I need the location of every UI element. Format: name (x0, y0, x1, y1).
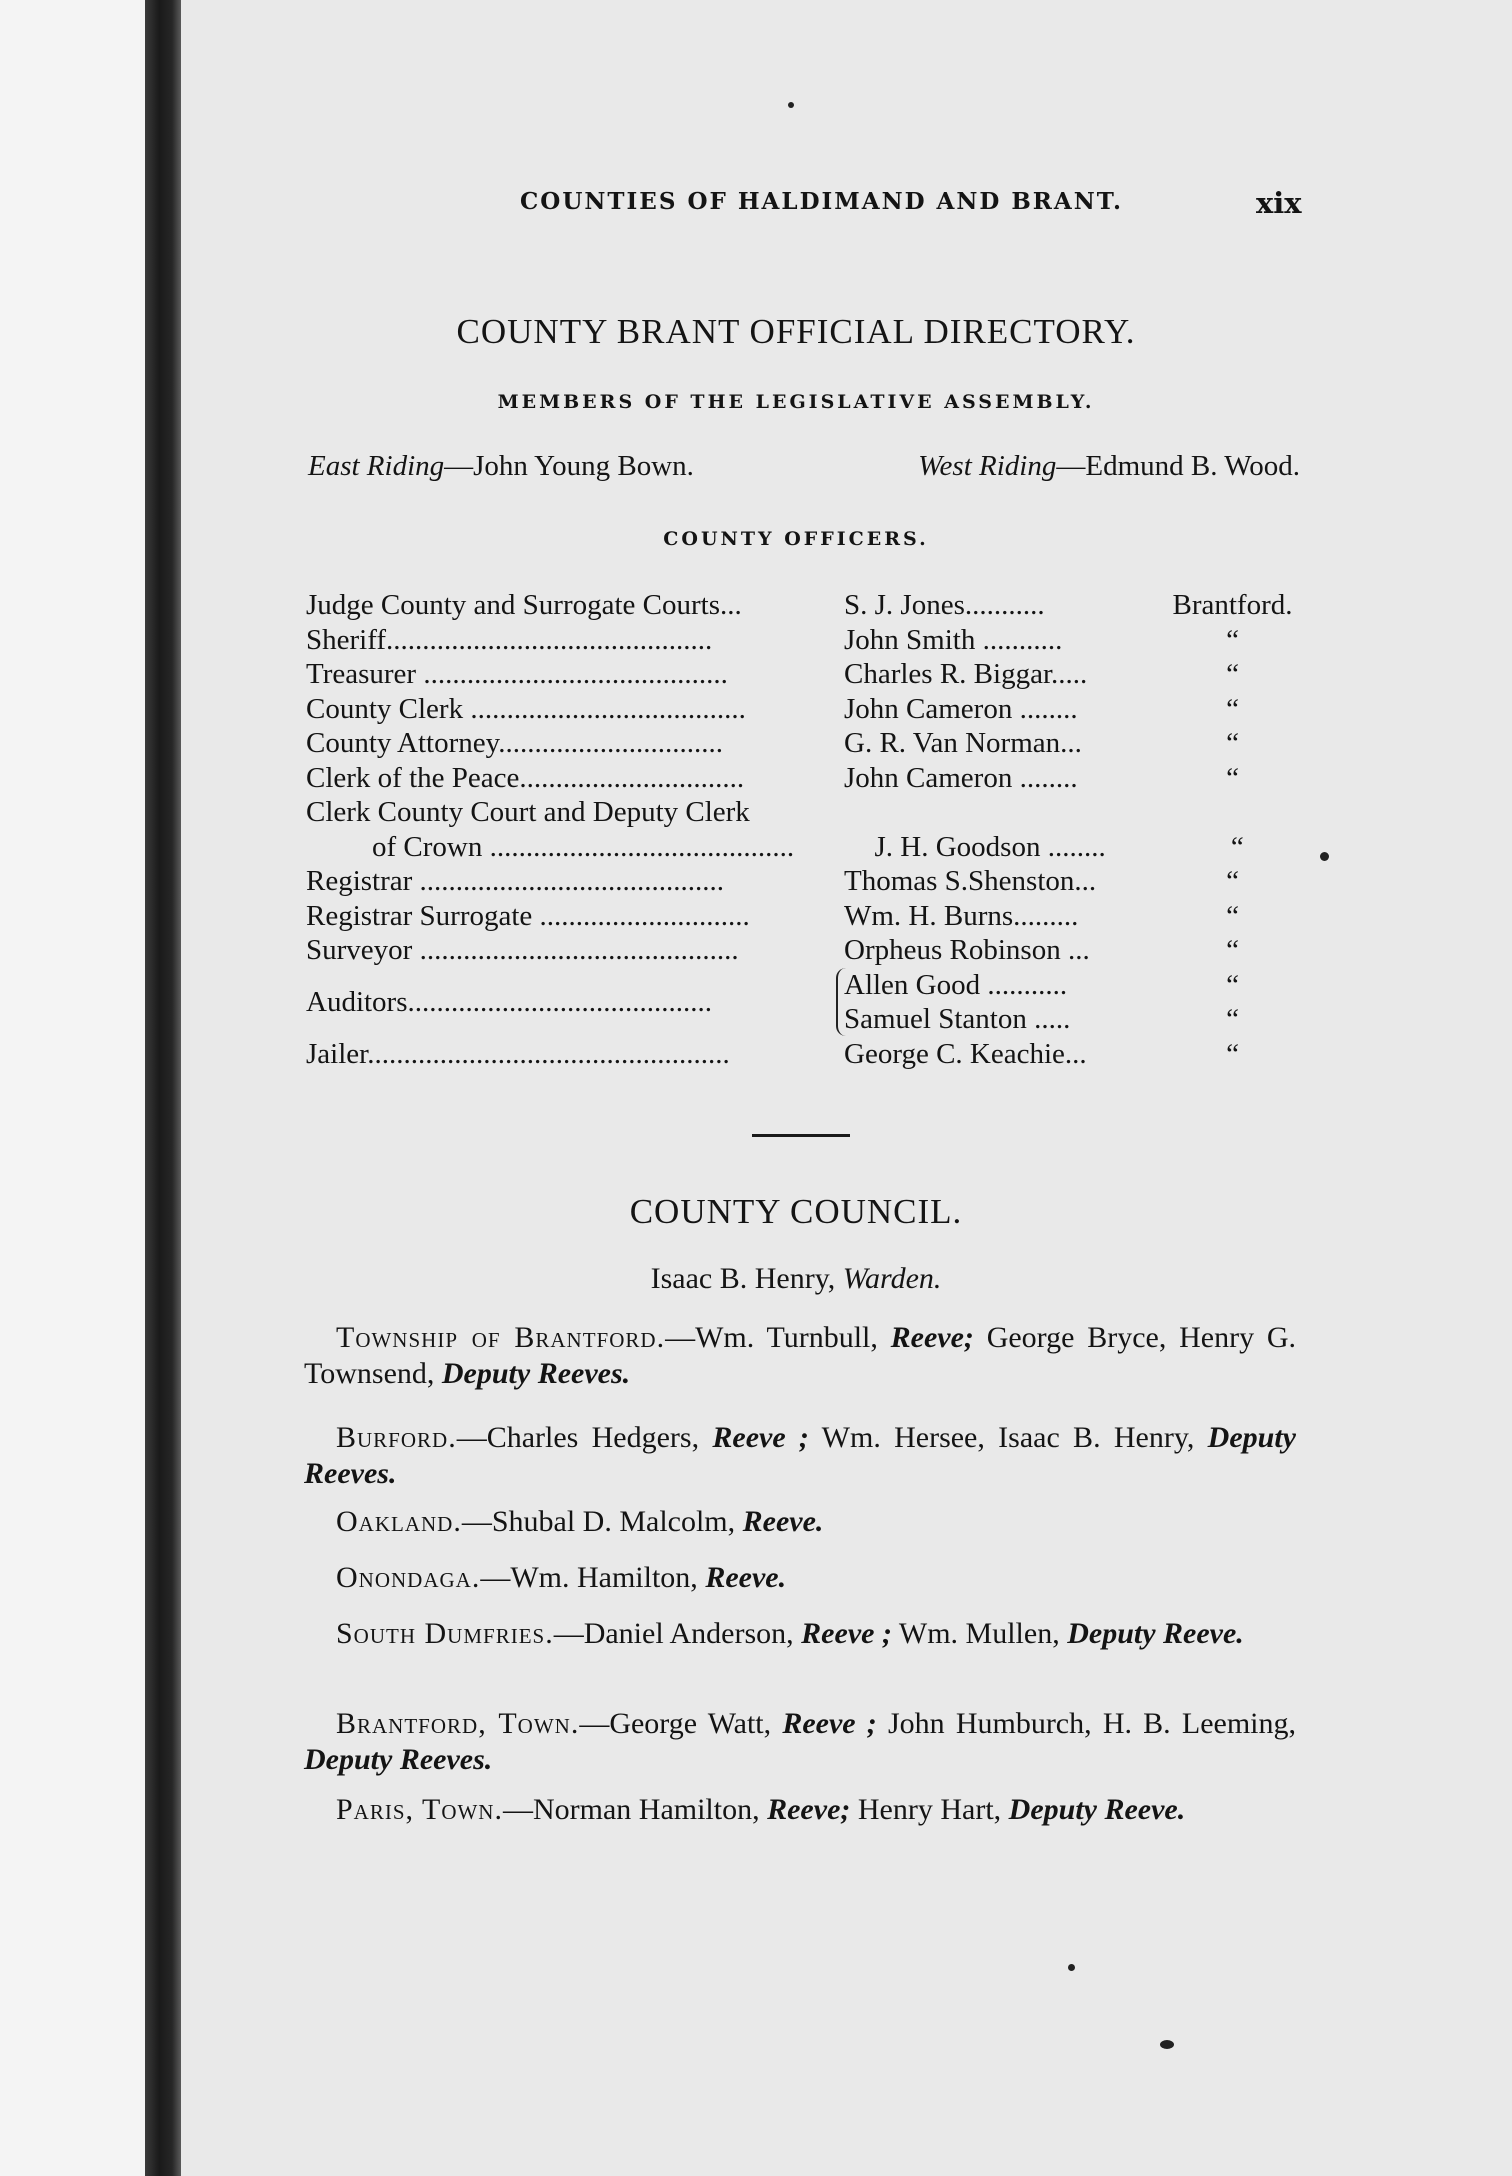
officer-place: Brantford. (1172, 589, 1293, 621)
officer-name (836, 968, 1159, 1036)
ridings-line (308, 450, 1300, 483)
officer-office: County Clerk ...................................... (306, 692, 746, 725)
ink-speck (788, 102, 794, 108)
council-place: Burford. (336, 1421, 457, 1454)
council-place: Oakland. (336, 1505, 462, 1538)
officer-place: “ (1226, 623, 1239, 656)
warden-line (40, 1262, 1512, 1296)
officers-table (306, 588, 1306, 1071)
officer-office: of Crown .......................................... (372, 830, 795, 863)
officer-office: County Attorney............................... (306, 727, 724, 759)
council-place: Township of Brantford. (336, 1321, 666, 1354)
warden-title: Warden. (842, 1262, 942, 1295)
officer-row (306, 899, 1306, 934)
running-head: COUNTIES OF HALDIMAND AND BRANT. (520, 188, 1123, 215)
page-number: xix (1256, 186, 1302, 220)
officer-office: Treasurer .......................................... (306, 658, 728, 690)
west-riding (918, 450, 1300, 483)
officer-office: Surveyor ............................................ (306, 934, 739, 966)
council-deputies: John Humburch, H. B. Leeming, (876, 1707, 1296, 1740)
east-riding-member: —John Young Bown. (444, 450, 694, 482)
ink-speck (1160, 2040, 1174, 2049)
officer-office: Sheriff............................................. (306, 623, 713, 656)
officer-name: John Cameron ........ (844, 692, 1078, 725)
page-title: COUNTY BRANT OFFICIAL DIRECTORY. (456, 312, 1136, 351)
legislative-heading: MEMBERS OF THE LEGISLATIVE ASSEMBLY. (497, 391, 1095, 413)
officer-office: Clerk County Court and Deputy Clerk (306, 796, 750, 828)
council-reeve-title: Reeve ; (782, 1707, 877, 1740)
officer-place: “ (1226, 727, 1239, 759)
council-entry (304, 1320, 1296, 1392)
officer-row (306, 657, 1306, 692)
council-place: Brantford, Town. (336, 1707, 580, 1740)
council-reeve: —Wm. Turnbull, (665, 1321, 891, 1354)
council-reeve: —Daniel Anderson, (553, 1617, 802, 1650)
council-deputies: Wm. Mullen, (891, 1617, 1068, 1650)
officer-place: “ (1226, 1037, 1239, 1070)
officer-row (306, 830, 1306, 865)
council-deputy-title: Deputy Reeves. (304, 1421, 1296, 1490)
council-reeve-title: Reeve; (767, 1793, 851, 1826)
council-deputies: George Bryce, Henry G. Townsend, (304, 1321, 1297, 1390)
officer-name: J. H. Goodson ........ (874, 830, 1106, 863)
officers-heading: COUNTY OFFICERS. (663, 528, 929, 550)
officer-row (306, 623, 1306, 658)
officer-place: “ (1226, 692, 1239, 725)
council-deputy-title: Deputy Reeves. (304, 1743, 493, 1776)
council-reeve: —Wm. Hamilton, (480, 1561, 706, 1594)
officer-name: Thomas S.Shenston... (844, 865, 1097, 897)
council-entry (304, 1560, 1296, 1596)
officer-office: Registrar .......................................... (306, 865, 725, 897)
council-entry (304, 1706, 1296, 1778)
officer-place (1159, 968, 1306, 1037)
officer-place: “ (1226, 899, 1239, 932)
council-reeve-title: Reeve ; (712, 1421, 809, 1454)
council-entry (304, 1420, 1296, 1492)
council-reeve: —Shubal D. Malcolm, (461, 1505, 743, 1538)
officer-row (306, 864, 1306, 899)
council-place: Onondaga. (336, 1561, 481, 1594)
officer-name-2: Samuel Stanton ..... (844, 1002, 1071, 1035)
council-reeve-title: Reeve. (742, 1505, 824, 1538)
council-deputies: Wm. Hersee, Isaac B. Henry, (808, 1421, 1208, 1454)
council-deputy-title: Deputy Reeve. (1067, 1617, 1244, 1650)
officer-office: Registrar Surrogate ............................. (306, 899, 750, 932)
council-entry (304, 1616, 1296, 1652)
officer-name: S. J. Jones........... (844, 589, 1045, 621)
section-divider (752, 1134, 850, 1137)
officer-name: Charles R. Biggar..... (844, 658, 1088, 690)
officer-office: Judge County and Surrogate Courts... (306, 589, 742, 621)
council-place: South Dumfries. (336, 1617, 554, 1650)
officer-place: “ (1226, 968, 1239, 1001)
council-reeve: —Charles Hedgers, (456, 1421, 713, 1454)
officer-row (306, 1037, 1306, 1072)
officer-office: Auditors.......................................... (306, 985, 712, 1018)
warden-name: Isaac B. Henry, (650, 1262, 843, 1295)
council-entry (304, 1504, 1296, 1540)
officer-row (306, 761, 1306, 796)
officer-office: Jailer.................................................. (306, 1037, 730, 1070)
officer-name: Orpheus Robinson ... (844, 934, 1090, 966)
council-reeve: —George Watt, (579, 1707, 783, 1740)
officer-name: Wm. H. Burns......... (844, 899, 1079, 932)
council-deputy-title: Deputy Reeve. (1008, 1793, 1186, 1826)
council-heading: COUNTY COUNCIL. (629, 1192, 963, 1231)
council-reeve: —Norman Hamilton, (502, 1793, 768, 1826)
council-place: Paris, Town. (336, 1793, 503, 1826)
west-riding-member: —Edmund B. Wood. (1056, 450, 1300, 482)
officer-name: G. R. Van Norman... (844, 727, 1082, 759)
west-riding-label: West Riding (918, 450, 1057, 482)
council-deputies: Henry Hart, (850, 1793, 1009, 1826)
officer-row (306, 588, 1306, 623)
officer-row (306, 933, 1306, 968)
officer-row (306, 968, 1306, 1037)
council-reeve-title: Reeve. (705, 1561, 787, 1594)
officer-place: “ (1226, 658, 1239, 690)
officer-name: John Cameron ........ (844, 761, 1078, 794)
officer-place: “ (1226, 761, 1239, 794)
ink-speck (1068, 1964, 1075, 1971)
officer-place-2: “ (1226, 1003, 1239, 1035)
council-entry (304, 1792, 1296, 1828)
officer-row (306, 726, 1306, 761)
east-riding-label: East Riding (308, 450, 445, 482)
officer-row (306, 692, 1306, 727)
officer-place: “ (1226, 934, 1239, 966)
officer-name: John Smith ........... (844, 623, 1063, 656)
officer-office: Clerk of the Peace............................... (306, 761, 745, 794)
council-reeve-title: Reeve ; (801, 1617, 892, 1650)
council-deputy-title: Deputy Reeves. (441, 1357, 631, 1390)
east-riding (308, 450, 694, 483)
officer-name: Allen Good ........... (844, 968, 1068, 1001)
officer-row (306, 795, 1306, 830)
officer-place: “ (1226, 865, 1239, 897)
officer-name: George C. Keachie... (844, 1037, 1087, 1070)
officer-place: “ (1230, 830, 1244, 863)
ink-speck (1320, 852, 1329, 861)
council-reeve-title: Reeve; (890, 1321, 974, 1354)
